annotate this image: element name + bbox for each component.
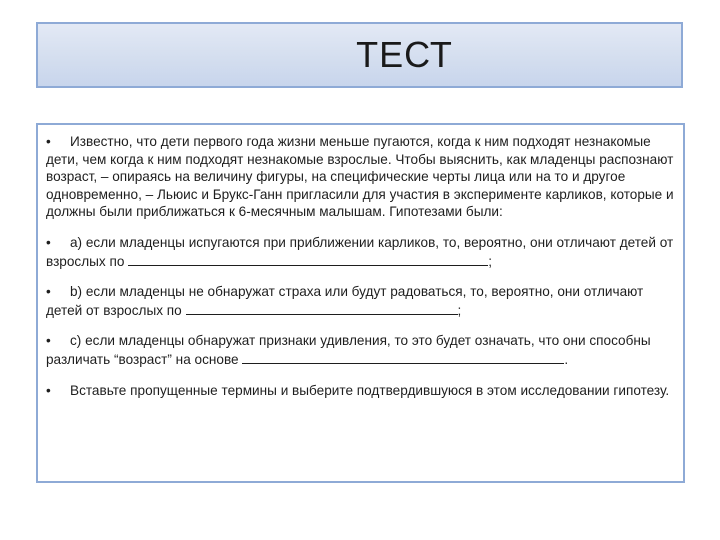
bullet-icon: •: [46, 284, 51, 300]
answer-blank-a[interactable]: [128, 252, 488, 266]
bullet-icon: •: [46, 134, 51, 149]
bullet-icon: •: [46, 382, 51, 398]
bullet-icon: •: [46, 333, 51, 349]
hypothesis-b: [46, 283, 675, 319]
answer-blank-b[interactable]: [186, 301, 458, 315]
hypothesis-c-end: .: [564, 351, 569, 367]
hypothesis-c-text: c) если младенцы обнаружат признаки удивления, то это будет означать, что они способны различать “возраст” на основе: [46, 333, 651, 367]
intro-paragraph: [46, 133, 675, 221]
hypothesis-c: [46, 332, 675, 368]
task-item: [46, 382, 675, 400]
slide-title: ТЕСТ: [356, 34, 453, 75]
task-text: Вставьте пропущенные термины и выберите подтвердившуюся в этом исследовании гипотезу.: [70, 382, 670, 398]
answer-blank-c[interactable]: [242, 350, 564, 364]
title-box: [36, 22, 683, 88]
hypothesis-a: [46, 234, 675, 270]
hypothesis-a-end: ;: [488, 253, 492, 269]
bullet-icon: •: [46, 234, 51, 250]
content-box: [36, 123, 685, 483]
hypothesis-b-text: b) если младенцы не обнаружат страха или будут радоваться, то, вероятно, они отличают детей от взрослых по: [46, 284, 644, 318]
intro-text: Известно, что дети первого года жизни меньше пугаются, когда к ним подходят незнакомые дети, чем когда к ним подходят незнакомые взрослые. Чтобы выяснить, как младенцы распознают возраст, – опираясь на величину фигуры, на специфические черты лица или на то и другое одновременно, – Льюис и Брукс-Ганн пригласили для участия в эксперименте карликов, которые и должны были приближаться к 6-месячным малышам. Гипотезами были:: [46, 134, 674, 220]
hypothesis-b-end: ;: [457, 302, 462, 318]
hypothesis-a-text: a) если младенцы испугаются при приближении карликов, то, вероятно, они отличают детей от взрослых по: [46, 234, 674, 269]
